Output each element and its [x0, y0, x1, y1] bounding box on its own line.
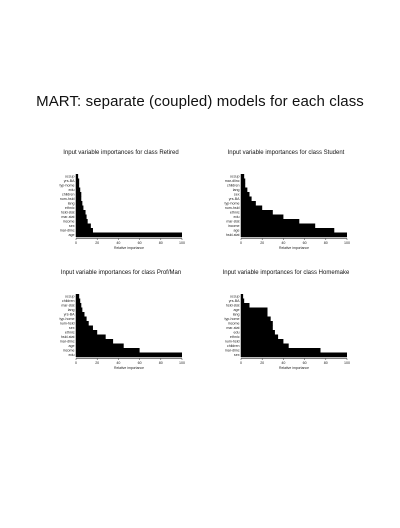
- chart-panel-homemake: [197, 270, 375, 385]
- importance-chart: [197, 150, 375, 265]
- importance-bar: [76, 206, 83, 211]
- importance-bar: [241, 294, 243, 299]
- importance-bar: [76, 294, 79, 299]
- variable-label: income: [62, 219, 75, 224]
- chart-panel-student: [197, 150, 375, 265]
- importance-bar: [76, 192, 81, 197]
- variable-label: hsld-stat: [225, 303, 240, 308]
- importance-bar: [76, 174, 78, 179]
- variable-label: yrs-BA: [228, 299, 240, 304]
- variable-label: lang: [232, 312, 240, 317]
- variable-label: num-hsld: [59, 197, 75, 202]
- x-tick-label: 20: [260, 361, 265, 365]
- variable-label: lang: [67, 201, 75, 206]
- importance-bar: [241, 308, 268, 313]
- x-tick-label: 100: [179, 241, 185, 245]
- x-axis-title: Relative importance: [279, 246, 309, 250]
- importance-bar: [76, 335, 106, 340]
- variable-label: edu: [233, 215, 240, 220]
- variable-label: age: [68, 344, 75, 349]
- variable-label: age: [233, 308, 240, 313]
- x-tick-label: 0: [240, 361, 242, 365]
- importance-bar: [76, 348, 140, 353]
- variable-label: age: [68, 233, 75, 238]
- x-tick-label: 80: [158, 241, 163, 245]
- x-tick-label: 60: [302, 361, 307, 365]
- importance-bar: [241, 312, 268, 317]
- variable-label: yrs-BA: [228, 197, 240, 202]
- variable-label: children: [226, 183, 240, 188]
- variable-label: occup: [64, 174, 75, 179]
- chart-title: Input variable importances for class Prof/Man: [60, 270, 182, 276]
- variable-label: lang: [67, 308, 75, 313]
- x-tick-label: 60: [137, 361, 142, 365]
- variable-label: mar-dlinc: [59, 228, 75, 233]
- variable-label: mar-dlinc: [224, 348, 240, 353]
- x-tick-label: 80: [323, 241, 328, 245]
- importance-bar: [241, 321, 273, 326]
- x-tick-label: 40: [116, 241, 121, 245]
- x-axis-title: Relative importance: [279, 366, 309, 370]
- importance-bar: [241, 339, 283, 344]
- importance-bar: [241, 224, 315, 229]
- importance-bar: [76, 188, 80, 193]
- importance-bar: [241, 215, 283, 220]
- importance-bar: [76, 210, 86, 215]
- x-tick-label: 40: [281, 241, 286, 245]
- x-tick-label: 80: [158, 361, 163, 365]
- importance-bar: [76, 215, 87, 220]
- variable-label: mar-stat: [61, 303, 75, 308]
- variable-label: mar-dlinc: [224, 179, 240, 184]
- variable-label: sex: [68, 326, 75, 331]
- importance-bar: [76, 197, 81, 202]
- importance-bar: [76, 179, 79, 184]
- variable-label: typ-home: [59, 317, 75, 322]
- chart-title: Input variable importances for class Retired: [63, 150, 179, 156]
- importance-bar: [76, 326, 93, 331]
- variable-label: sex: [233, 192, 240, 197]
- x-tick-label: 80: [323, 361, 328, 365]
- x-tick-label: 0: [75, 241, 77, 245]
- variable-label: edu: [68, 188, 75, 193]
- importance-bar: [241, 192, 249, 197]
- importance-bar: [76, 312, 84, 317]
- variable-label: children: [226, 344, 240, 349]
- importance-bar: [241, 219, 299, 224]
- x-tick-label: 0: [75, 361, 77, 365]
- variable-label: occup: [64, 294, 75, 299]
- x-axis-title: Relative importance: [114, 366, 144, 370]
- x-tick-label: 60: [302, 241, 307, 245]
- x-tick-label: 0: [240, 241, 242, 245]
- chart-panel-retired: [32, 150, 210, 265]
- importance-bar: [76, 299, 80, 304]
- slide-title: MART: separate (coupled) models for each class: [36, 93, 364, 110]
- variable-label: hsld-stat: [60, 210, 75, 215]
- importance-bar: [76, 330, 97, 335]
- importance-bar: [241, 233, 347, 238]
- importance-bar: [241, 183, 245, 188]
- variable-label: ethnic: [64, 330, 75, 335]
- importance-bar: [241, 206, 262, 211]
- variable-label: mar-stat: [61, 215, 75, 220]
- importance-bar: [76, 219, 88, 224]
- variable-label: occup: [229, 294, 240, 299]
- x-axis-title: Relative importance: [114, 246, 144, 250]
- chart-title: Input variable importances for class Student: [227, 150, 345, 156]
- importance-bar: [241, 348, 321, 353]
- importance-bar: [76, 317, 87, 322]
- importance-bar: [241, 179, 245, 184]
- variable-label: edu: [68, 353, 75, 358]
- importance-bar: [76, 308, 82, 313]
- importance-bar: [76, 344, 124, 349]
- importance-bar: [76, 353, 182, 358]
- importance-bar: [241, 210, 273, 215]
- variable-label: ethnic: [229, 335, 240, 340]
- importance-bar: [241, 330, 275, 335]
- variable-label: yrs-BA: [63, 312, 75, 317]
- importance-bar: [76, 201, 82, 206]
- variable-label: income: [62, 348, 75, 353]
- importance-chart: [32, 150, 210, 265]
- importance-bar: [76, 303, 81, 308]
- x-tick-label: 40: [281, 361, 286, 365]
- importance-bar: [76, 228, 93, 233]
- variable-label: typ-home: [224, 317, 240, 322]
- chart-title: Input variable importances for class Homemake: [222, 270, 350, 276]
- variable-label: num-hsld: [224, 206, 240, 211]
- variable-label: hsld-stat: [60, 335, 75, 340]
- importance-chart: [197, 270, 375, 385]
- importance-bar: [241, 353, 347, 358]
- importance-bar: [241, 174, 244, 179]
- variable-label: mar-stat: [226, 219, 240, 224]
- importance-bar: [241, 228, 334, 233]
- variable-label: mar-stat: [226, 326, 240, 331]
- variable-label: age: [233, 228, 240, 233]
- variable-label: num-hsld: [59, 321, 75, 326]
- importance-bar: [76, 224, 91, 229]
- x-tick-label: 20: [95, 361, 100, 365]
- importance-bar: [241, 197, 252, 202]
- variable-label: typ-home: [59, 183, 75, 188]
- x-tick-label: 20: [260, 241, 265, 245]
- variable-label: sex: [68, 224, 75, 229]
- variable-label: hsld-stat: [225, 233, 240, 238]
- importance-bar: [241, 303, 249, 308]
- variable-label: ethnic: [64, 206, 75, 211]
- variable-label: children: [61, 192, 75, 197]
- importance-bar: [241, 201, 256, 206]
- variable-label: lang: [232, 188, 240, 193]
- variable-label: yrs-BA: [63, 179, 75, 184]
- variable-label: ethnic: [229, 210, 240, 215]
- importance-bar: [76, 233, 182, 238]
- variable-label: sex: [233, 353, 240, 358]
- x-tick-label: 100: [344, 241, 350, 245]
- x-tick-label: 20: [95, 241, 100, 245]
- importance-bar: [241, 326, 273, 331]
- variable-label: edu: [233, 330, 240, 335]
- variable-label: income: [227, 321, 240, 326]
- variable-label: children: [61, 299, 75, 304]
- variable-label: income: [227, 224, 240, 229]
- importance-chart: [32, 270, 210, 385]
- importance-bar: [241, 188, 247, 193]
- variable-label: occup: [229, 174, 240, 179]
- importance-bar: [241, 299, 244, 304]
- importance-bar: [76, 183, 79, 188]
- chart-panel-profman: [32, 270, 210, 385]
- variable-label: num-hsld: [224, 339, 240, 344]
- importance-bar: [241, 344, 289, 349]
- variable-label: mar-dlinc: [59, 339, 75, 344]
- importance-bar: [241, 317, 271, 322]
- x-tick-label: 60: [137, 241, 142, 245]
- x-tick-label: 40: [116, 361, 121, 365]
- importance-bar: [76, 339, 113, 344]
- importance-bar: [76, 321, 89, 326]
- x-tick-label: 100: [179, 361, 185, 365]
- variable-label: typ-home: [224, 201, 240, 206]
- importance-bar: [241, 335, 278, 340]
- x-tick-label: 100: [344, 361, 350, 365]
